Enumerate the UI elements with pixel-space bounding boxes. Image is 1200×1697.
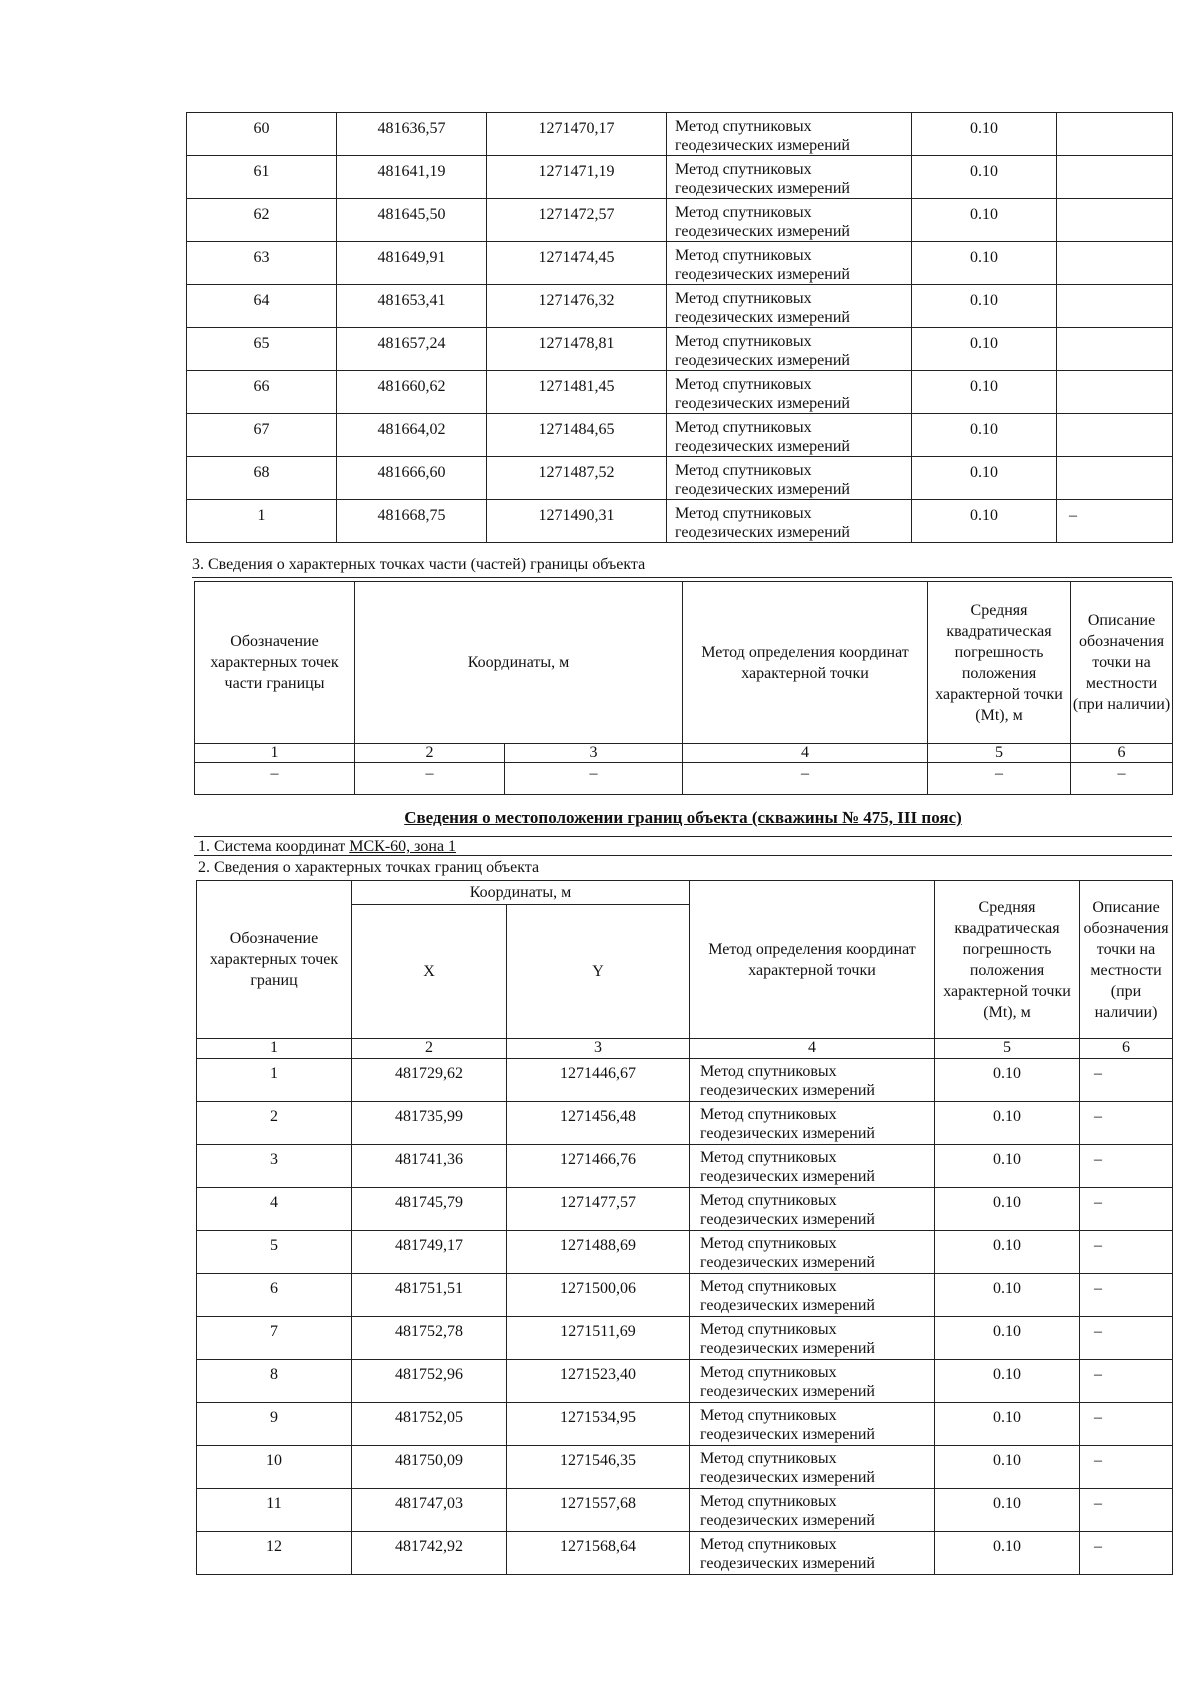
description-cell: – <box>1080 1145 1173 1188</box>
description-cell: – <box>1080 1231 1173 1274</box>
mt-cell: 0.10 <box>912 457 1057 500</box>
method-cell: Метод спутниковых геодезических измерений <box>667 156 912 199</box>
object2-title: Сведения о местоположении границ объекта (скважины № 475, III пояс) <box>404 808 962 827</box>
x-coordinate-cell: 481747,03 <box>352 1489 507 1532</box>
method-cell: Метод спутниковых геодезических измерений <box>690 1102 935 1145</box>
x-coordinate-cell: 481660,62 <box>337 371 487 414</box>
mt-cell: 0.10 <box>935 1145 1080 1188</box>
points-table-continued-body <box>187 113 1173 543</box>
part-points-section-title: 3. Сведения о характерных точках части (частей) границы объекта <box>192 555 1172 578</box>
method-cell: Метод спутниковых геодезических измерений <box>690 1274 935 1317</box>
x-coordinate-cell: 481752,78 <box>352 1317 507 1360</box>
method-cell: Метод спутниковых геодезических измерений <box>690 1446 935 1489</box>
point-number-cell: 9 <box>197 1403 352 1446</box>
part-header-description: Описание обозначения точки на местности (при наличии) <box>1071 582 1173 744</box>
col-number: 6 <box>1071 744 1173 763</box>
description-cell <box>1057 242 1173 285</box>
x-coordinate-cell: 481668,75 <box>337 500 487 543</box>
point-number-cell: 6 <box>197 1274 352 1317</box>
point-number-cell: 67 <box>187 414 337 457</box>
y-coordinate-cell: 1271456,48 <box>507 1102 690 1145</box>
point-number-cell: 68 <box>187 457 337 500</box>
x-coordinate-cell: 481745,79 <box>352 1188 507 1231</box>
y-coordinate-cell: 1271511,69 <box>507 1317 690 1360</box>
table-row <box>197 1360 1173 1403</box>
point-number-cell: 3 <box>197 1145 352 1188</box>
col-number: 4 <box>683 744 928 763</box>
method-cell: Метод спутниковых геодезических измерений <box>690 1360 935 1403</box>
points-table-continued <box>186 112 1173 543</box>
method-cell: Метод спутниковых геодезических измерений <box>667 500 912 543</box>
x-coordinate-cell: 481750,09 <box>352 1446 507 1489</box>
point-number-cell: 62 <box>187 199 337 242</box>
col-number: 1 <box>197 1039 352 1059</box>
table-row <box>187 371 1173 414</box>
object2-header-mt: Средняя квадратическая погрешность положения характерной точки (Mt), м <box>935 881 1080 1039</box>
y-coordinate-cell: 1271446,67 <box>507 1059 690 1102</box>
mt-cell: 0.10 <box>935 1231 1080 1274</box>
point-number-cell: 8 <box>197 1360 352 1403</box>
description-cell: – <box>1080 1274 1173 1317</box>
description-cell: – <box>1080 1188 1173 1231</box>
point-number-cell: 2 <box>197 1102 352 1145</box>
table-row <box>187 199 1173 242</box>
description-cell <box>1057 156 1173 199</box>
method-cell: Метод спутниковых геодезических измерений <box>690 1317 935 1360</box>
description-cell: – <box>1080 1102 1173 1145</box>
y-coordinate-cell: 1271478,81 <box>487 328 667 371</box>
y-coordinate-cell: 1271474,45 <box>487 242 667 285</box>
y-coordinate-cell: 1271500,06 <box>507 1274 690 1317</box>
x-coordinate-cell: 481751,51 <box>352 1274 507 1317</box>
object2-header-row-1 <box>197 881 1173 905</box>
point-number-cell: 1 <box>197 1059 352 1102</box>
y-coordinate-cell: 1271476,32 <box>487 285 667 328</box>
part-header-method: Метод определения координат характерной точки <box>683 582 928 744</box>
x-coordinate-cell: 481657,24 <box>337 328 487 371</box>
col-number: 6 <box>1080 1039 1173 1059</box>
x-coordinate-cell: 481735,99 <box>352 1102 507 1145</box>
point-number-cell: 64 <box>187 285 337 328</box>
empty-cell: – <box>928 763 1071 795</box>
method-cell: Метод спутниковых геодезических измерений <box>690 1403 935 1446</box>
mt-cell: 0.10 <box>912 328 1057 371</box>
y-coordinate-cell: 1271481,45 <box>487 371 667 414</box>
table-row <box>197 1274 1173 1317</box>
point-number-cell: 12 <box>197 1532 352 1575</box>
y-coordinate-cell: 1271488,69 <box>507 1231 690 1274</box>
table-row <box>187 457 1173 500</box>
mt-cell: 0.10 <box>912 199 1057 242</box>
description-cell <box>1057 285 1173 328</box>
point-number-cell: 60 <box>187 113 337 156</box>
method-cell: Метод спутниковых геодезических измерений <box>667 113 912 156</box>
table-row <box>197 1102 1173 1145</box>
table-row <box>197 1145 1173 1188</box>
x-coordinate-cell: 481664,02 <box>337 414 487 457</box>
object2-points-table-body <box>197 881 1173 1575</box>
object2-header <box>194 800 1172 880</box>
mt-cell: 0.10 <box>912 371 1057 414</box>
method-cell: Метод спутниковых геодезических измерений <box>690 1489 935 1532</box>
description-cell <box>1057 199 1173 242</box>
mt-cell: 0.10 <box>912 113 1057 156</box>
method-cell: Метод спутниковых геодезических измерений <box>690 1188 935 1231</box>
table-row <box>197 1403 1173 1446</box>
table-row <box>187 113 1173 156</box>
object2-header-point-designation: Обозначение характерных точек границ <box>197 881 352 1039</box>
description-cell: – <box>1057 500 1173 543</box>
table-row <box>187 242 1173 285</box>
point-number-cell: 7 <box>197 1317 352 1360</box>
description-cell: – <box>1080 1446 1173 1489</box>
y-coordinate-cell: 1271546,35 <box>507 1446 690 1489</box>
empty-cell: – <box>505 763 683 795</box>
mt-cell: 0.10 <box>935 1274 1080 1317</box>
method-cell: Метод спутниковых геодезических измерений <box>690 1145 935 1188</box>
point-number-cell: 5 <box>197 1231 352 1274</box>
x-coordinate-cell: 481636,57 <box>337 113 487 156</box>
col-number: 4 <box>690 1039 935 1059</box>
mt-cell: 0.10 <box>935 1059 1080 1102</box>
method-cell: Метод спутниковых геодезических измерений <box>667 457 912 500</box>
table-row <box>197 1532 1173 1575</box>
col-number: 1 <box>195 744 355 763</box>
description-cell: – <box>1080 1317 1173 1360</box>
mt-cell: 0.10 <box>935 1188 1080 1231</box>
y-coordinate-cell: 1271470,17 <box>487 113 667 156</box>
point-number-cell: 4 <box>197 1188 352 1231</box>
x-coordinate-cell: 481749,17 <box>352 1231 507 1274</box>
method-cell: Метод спутниковых геодезических измерений <box>667 371 912 414</box>
mt-cell: 0.10 <box>935 1532 1080 1575</box>
object2-column-numbers <box>197 1039 1173 1059</box>
part-points-column-numbers <box>195 744 1173 763</box>
col-number: 5 <box>935 1039 1080 1059</box>
coordinate-system-label: 1. Система координат <box>198 838 346 855</box>
table-row <box>187 328 1173 371</box>
x-coordinate-cell: 481641,19 <box>337 156 487 199</box>
description-cell <box>1057 457 1173 500</box>
mt-cell: 0.10 <box>935 1317 1080 1360</box>
col-number: 2 <box>352 1039 507 1059</box>
y-coordinate-cell: 1271557,68 <box>507 1489 690 1532</box>
empty-cell: – <box>1071 763 1173 795</box>
table-row <box>187 156 1173 199</box>
empty-cell: – <box>355 763 505 795</box>
point-number-cell: 10 <box>197 1446 352 1489</box>
method-cell: Метод спутниковых геодезических измерений <box>667 285 912 328</box>
y-coordinate-cell: 1271477,57 <box>507 1188 690 1231</box>
part-header-mt: Средняя квадратическая погрешность положения характерной точки (Mt), м <box>928 582 1071 744</box>
object2-header-y: Y <box>507 905 690 1039</box>
col-number: 3 <box>507 1039 690 1059</box>
object2-points-table <box>196 880 1173 1575</box>
method-cell: Метод спутниковых геодезических измерений <box>690 1532 935 1575</box>
method-cell: Метод спутниковых геодезических измерений <box>667 414 912 457</box>
mt-cell: 0.10 <box>935 1102 1080 1145</box>
object2-header-x: X <box>352 905 507 1039</box>
y-coordinate-cell: 1271484,65 <box>487 414 667 457</box>
mt-cell: 0.10 <box>912 414 1057 457</box>
part-points-table <box>194 581 1173 795</box>
x-coordinate-cell: 481649,91 <box>337 242 487 285</box>
x-coordinate-cell: 481742,92 <box>352 1532 507 1575</box>
y-coordinate-cell: 1271568,64 <box>507 1532 690 1575</box>
mt-cell: 0.10 <box>912 156 1057 199</box>
object2-points-section-title: 2. Сведения о характерных точках границ объекта <box>198 859 540 876</box>
table-row <box>187 500 1173 543</box>
y-coordinate-cell: 1271471,19 <box>487 156 667 199</box>
description-cell: – <box>1080 1360 1173 1403</box>
description-cell: – <box>1080 1489 1173 1532</box>
x-coordinate-cell: 481752,96 <box>352 1360 507 1403</box>
x-coordinate-cell: 481729,62 <box>352 1059 507 1102</box>
mt-cell: 0.10 <box>935 1403 1080 1446</box>
empty-cell: – <box>683 763 928 795</box>
coordinate-system-line <box>194 836 1172 856</box>
description-cell: – <box>1080 1532 1173 1575</box>
table-row <box>197 1489 1173 1532</box>
part-points-header-row <box>195 582 1173 744</box>
point-number-cell: 65 <box>187 328 337 371</box>
object2-header-method: Метод определения координат характерной точки <box>690 881 935 1039</box>
mt-cell: 0.10 <box>935 1446 1080 1489</box>
mt-cell: 0.10 <box>912 500 1057 543</box>
table-row <box>197 1317 1173 1360</box>
mt-cell: 0.10 <box>912 242 1057 285</box>
table-row <box>187 414 1173 457</box>
description-cell <box>1057 328 1173 371</box>
part-points-empty-row <box>195 763 1173 795</box>
table-row <box>197 1188 1173 1231</box>
point-number-cell: 1 <box>187 500 337 543</box>
col-number: 3 <box>505 744 683 763</box>
table-row <box>197 1446 1173 1489</box>
y-coordinate-cell: 1271534,95 <box>507 1403 690 1446</box>
col-number: 5 <box>928 744 1071 763</box>
empty-cell: – <box>195 763 355 795</box>
y-coordinate-cell: 1271487,52 <box>487 457 667 500</box>
col-number: 2 <box>355 744 505 763</box>
y-coordinate-cell: 1271472,57 <box>487 199 667 242</box>
object2-header-coordinates: Координаты, м <box>352 881 690 905</box>
x-coordinate-cell: 481653,41 <box>337 285 487 328</box>
coordinate-system-value: МСК-60, зона 1 <box>349 838 457 855</box>
table-row <box>197 1231 1173 1274</box>
description-cell <box>1057 414 1173 457</box>
x-coordinate-cell: 481741,36 <box>352 1145 507 1188</box>
method-cell: Метод спутниковых геодезических измерений <box>667 199 912 242</box>
y-coordinate-cell: 1271523,40 <box>507 1360 690 1403</box>
method-cell: Метод спутниковых геодезических измерений <box>690 1231 935 1274</box>
description-cell: – <box>1080 1059 1173 1102</box>
x-coordinate-cell: 481752,05 <box>352 1403 507 1446</box>
mt-cell: 0.10 <box>935 1489 1080 1532</box>
description-cell: – <box>1080 1403 1173 1446</box>
mt-cell: 0.10 <box>912 285 1057 328</box>
method-cell: Метод спутниковых геодезических измерений <box>667 328 912 371</box>
point-number-cell: 66 <box>187 371 337 414</box>
method-cell: Метод спутниковых геодезических измерений <box>690 1059 935 1102</box>
description-cell <box>1057 371 1173 414</box>
part-header-coordinates: Координаты, м <box>355 582 683 744</box>
part-header-point-designation: Обозначение характерных точек части границы <box>195 582 355 744</box>
method-cell: Метод спутниковых геодезических измерений <box>667 242 912 285</box>
y-coordinate-cell: 1271490,31 <box>487 500 667 543</box>
mt-cell: 0.10 <box>935 1360 1080 1403</box>
description-cell <box>1057 113 1173 156</box>
x-coordinate-cell: 481645,50 <box>337 199 487 242</box>
point-number-cell: 61 <box>187 156 337 199</box>
x-coordinate-cell: 481666,60 <box>337 457 487 500</box>
y-coordinate-cell: 1271466,76 <box>507 1145 690 1188</box>
point-number-cell: 11 <box>197 1489 352 1532</box>
object2-header-description: Описание обозначения точки на местности (при наличии) <box>1080 881 1173 1039</box>
table-row <box>197 1059 1173 1102</box>
point-number-cell: 63 <box>187 242 337 285</box>
table-row <box>187 285 1173 328</box>
